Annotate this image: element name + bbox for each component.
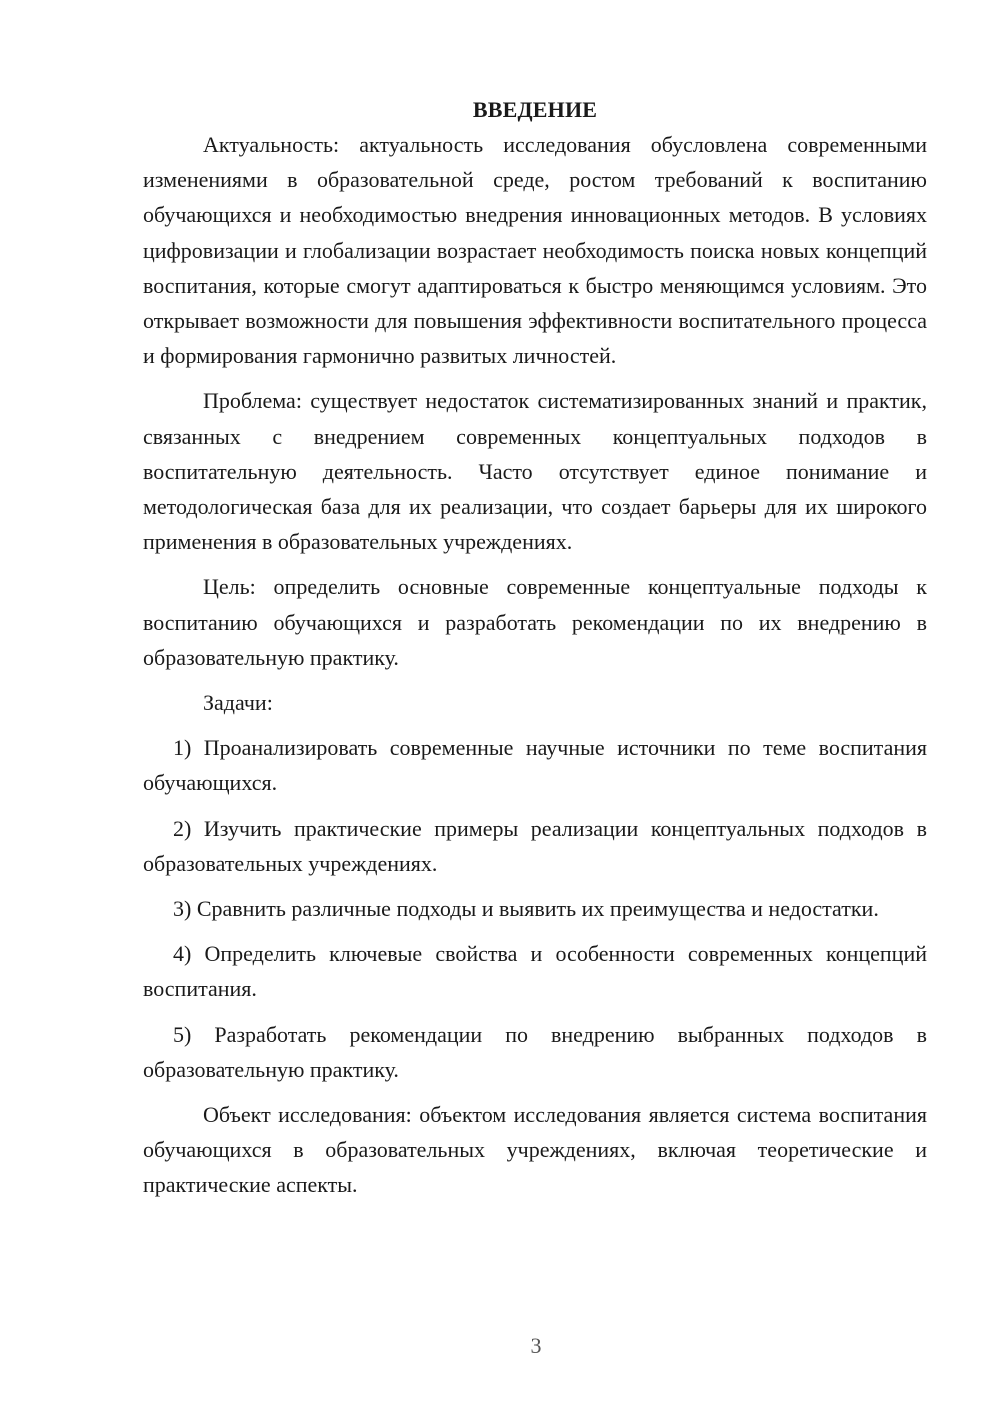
page-number: 3 bbox=[530, 1333, 542, 1358]
document-page bbox=[143, 92, 927, 1203]
tasks-label: Задачи: bbox=[203, 690, 273, 716]
paragraph-goal: Цель: определить основные современные концептуальные подходы к воспитанию обучающихся и разработать рекомендации по их внедрению в образовательную практику. bbox=[143, 574, 927, 670]
task-item-1: 1) Проанализировать современные научные источники по теме воспитания обучающихся. bbox=[143, 735, 927, 796]
task-item-2: 2) Изучить практические примеры реализации концептуальных подходов в образовательных учреждениях. bbox=[143, 815, 927, 876]
paragraph-object: Объект исследования: объектом исследования является система воспитания обучающихся в образовательных учреждениях, включая теоретические и практические аспекты. bbox=[143, 1102, 927, 1198]
page-title: ВВЕДЕНИЕ bbox=[472, 97, 598, 122]
paragraph-relevance: Актуальность: актуальность исследования обусловлена современными изменениями в образовательной среде, ростом требований к воспитанию обучающихся и необходимостью внедрения инновационных методов. В условиях цифровизации и глобализации возрастает необходимость поиска новых концепций воспитания, которые смогут адаптироваться к быстро меняющимся условиям. Это открывает возможности для повышения эффективности воспитательного процесса и формирования гармонично развитых личностей. bbox=[143, 132, 927, 369]
task-item-3: 3) Сравнить различные подходы и выявить их преимущества и недостатки. bbox=[173, 896, 879, 922]
task-item-4: 4) Определить ключевые свойства и особенности современных концепций воспитания. bbox=[143, 941, 927, 1002]
paragraph-problem: Проблема: существует недостаток систематизированных знаний и практик, связанных с внедрением современных концептуальных подходов в воспитательную деятельность. Часто отсутствует единое понимание и методологическая база для их реализации, что создает барьеры для их широкого применения в образовательных учреждениях. bbox=[143, 388, 927, 555]
task-item-5: 5) Разработать рекомендации по внедрению выбранных подходов в образовательную практику. bbox=[143, 1021, 927, 1082]
